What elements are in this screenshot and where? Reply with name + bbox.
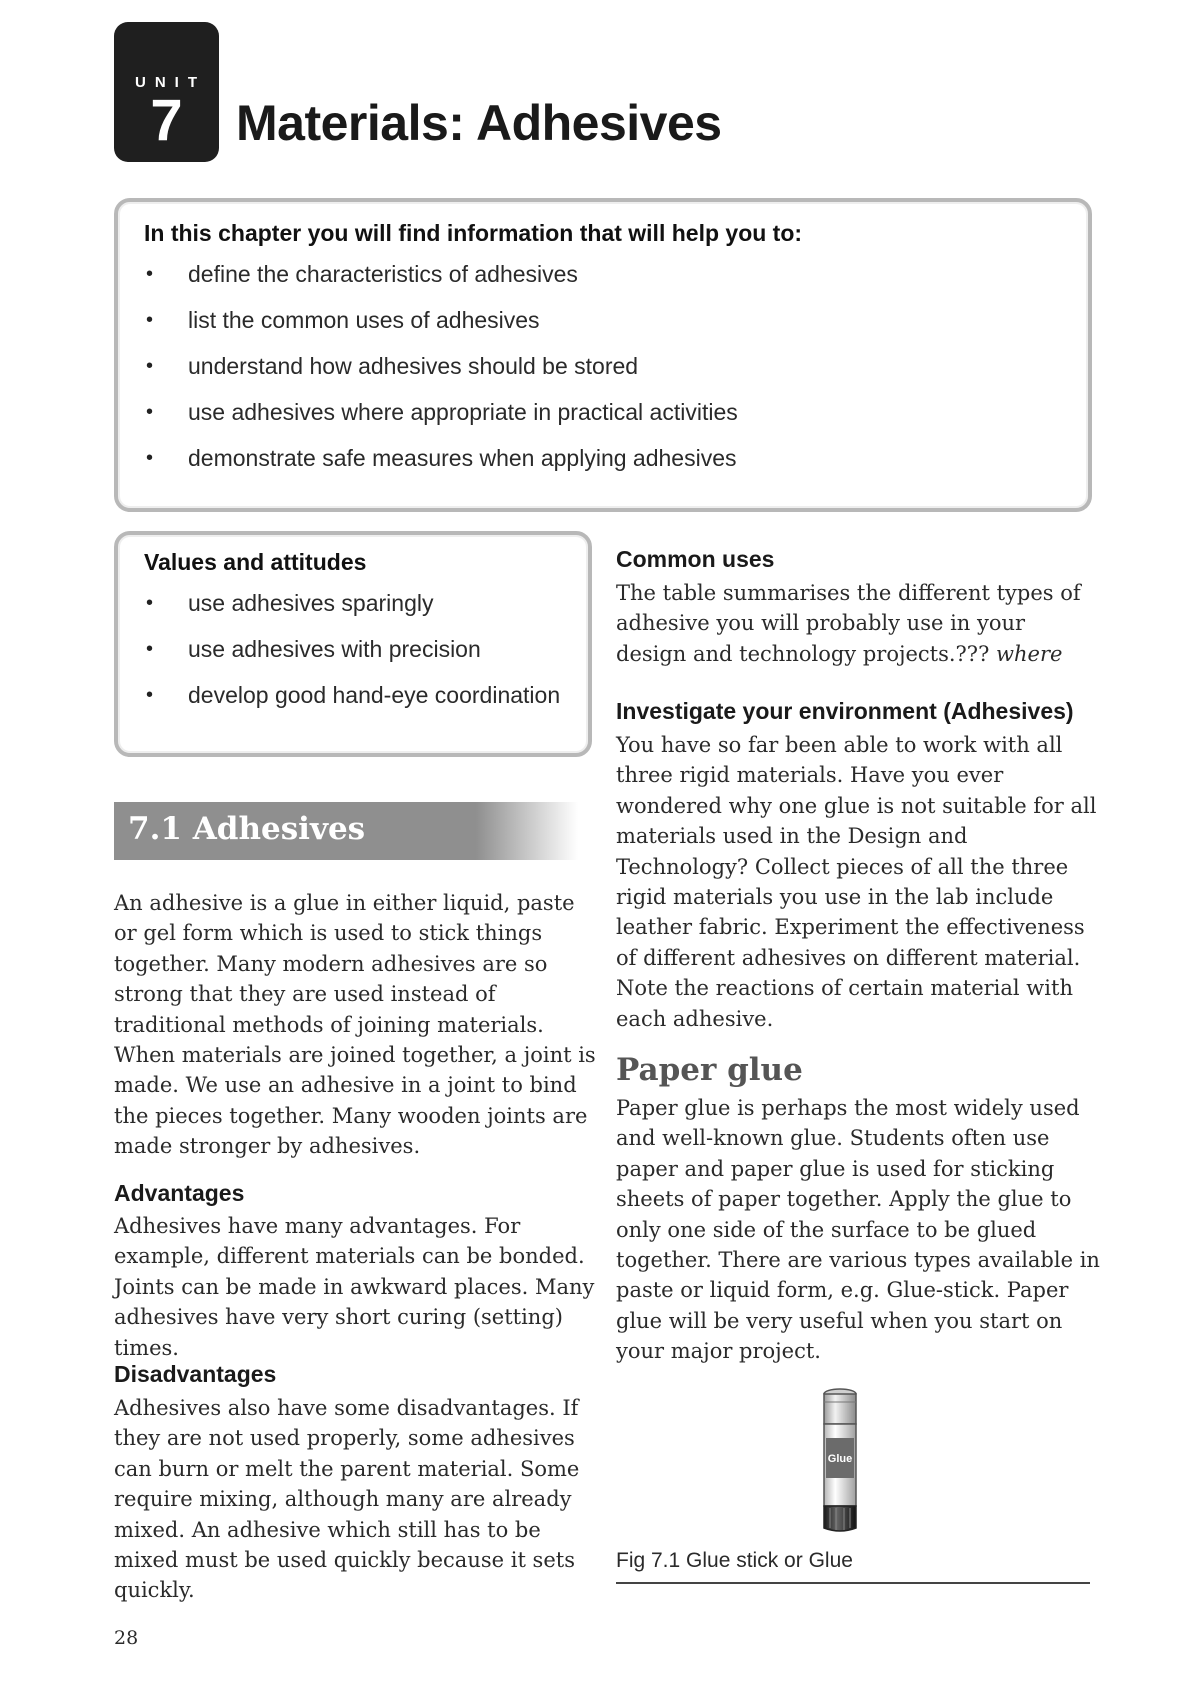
disadvantages-text: Adhesives also have some disadvantages. If they are not used properly, some adhesives can burn or melt the parent material. Some require mixing, although many are already mixed. An adhesive which still has to be mixed must be used quickly because it sets quickly. xyxy=(114,1396,580,1603)
list-item: • list the common uses of adhesives xyxy=(144,297,738,343)
intro-paragraph-2: When materials are joined together, a joint is made. We use an adhesive in a joint to bind the pieces together. Many wooden joints are made stronger by adhesives. xyxy=(114,1043,596,1159)
section-title: 7.1 Adhesives xyxy=(128,811,366,847)
glue-stick-image xyxy=(818,1388,862,1534)
common-uses-text xyxy=(616,578,1086,669)
unit-badge xyxy=(114,22,219,162)
caption-divider xyxy=(616,1582,1090,1584)
common-uses-body: The table summarises the different types of adhesive you will probably use in your design and technology projects.??? xyxy=(616,581,1081,666)
list-item: • use adhesives where appropriate in practical activities xyxy=(144,389,738,435)
glue-label: Glue xyxy=(827,1453,853,1465)
list-item: • define the characteristics of adhesives xyxy=(144,251,738,297)
common-uses-italic: where xyxy=(996,641,1063,666)
disadvantages-heading: Disadvantages xyxy=(114,1361,277,1387)
objectives-list xyxy=(144,251,738,481)
page-number: 28 xyxy=(114,1627,139,1649)
advantages-heading: Advantages xyxy=(114,1180,245,1206)
values-list xyxy=(144,580,560,718)
list-item: • develop good hand-eye coordination xyxy=(144,672,560,718)
page-title: Materials: Adhesives xyxy=(236,95,722,151)
objectives-heading: In this chapter you will find information that will help you to: xyxy=(144,220,803,246)
list-item: • use adhesives sparingly xyxy=(144,580,560,626)
common-uses-heading: Common uses xyxy=(616,546,775,572)
investigate-heading: Investigate your environment (Adhesives) xyxy=(616,698,1074,724)
unit-number: 7 xyxy=(150,88,183,153)
values-heading: Values and attitudes xyxy=(144,549,367,575)
advantages-text: Adhesives have many advantages. For example, different materials can be bonded. Joints can be made in awkward places. Many adhesives have very short curing (setting) times. xyxy=(114,1214,595,1360)
values-box xyxy=(114,531,592,757)
unit-label: UNIT xyxy=(135,74,206,91)
list-item: • understand how adhesives should be stored xyxy=(144,343,738,389)
paper-glue-heading: Paper glue xyxy=(616,1052,803,1088)
investigate-text: You have so far been able to work with all three rigid materials. Have you ever wondered why one glue is not suitable for all materials used in the Design and Technology? Collect pieces of all the three rigid materials you use in the lab include leather fabric. Experiment the effectiveness of different adhesives on different material. Note the reactions of certain material with each adhesive. xyxy=(616,733,1097,1031)
intro-paragraph-1: An adhesive is a glue in either liquid, paste or gel form which is used to stick things together. Many modern adhesives are so strong that they are used instead of traditional methods of joining materials. xyxy=(114,891,575,1037)
list-item: • use adhesives with precision xyxy=(144,626,560,672)
figure-caption: Fig 7.1 Glue stick or Glue xyxy=(616,1549,853,1572)
list-item: • demonstrate safe measures when applying adhesives xyxy=(144,435,738,481)
paper-glue-text: Paper glue is perhaps the most widely used and well-known glue. Students often use paper and paper glue is used for sticking sheets of paper together. Apply the glue to only one side of the surface to be glued together. There are various types available in paste or liquid form, e.g. Glue-stick. Paper glue will be very useful when you start on your major project. xyxy=(616,1096,1100,1364)
section-banner xyxy=(114,802,578,860)
objectives-box xyxy=(114,198,1092,512)
